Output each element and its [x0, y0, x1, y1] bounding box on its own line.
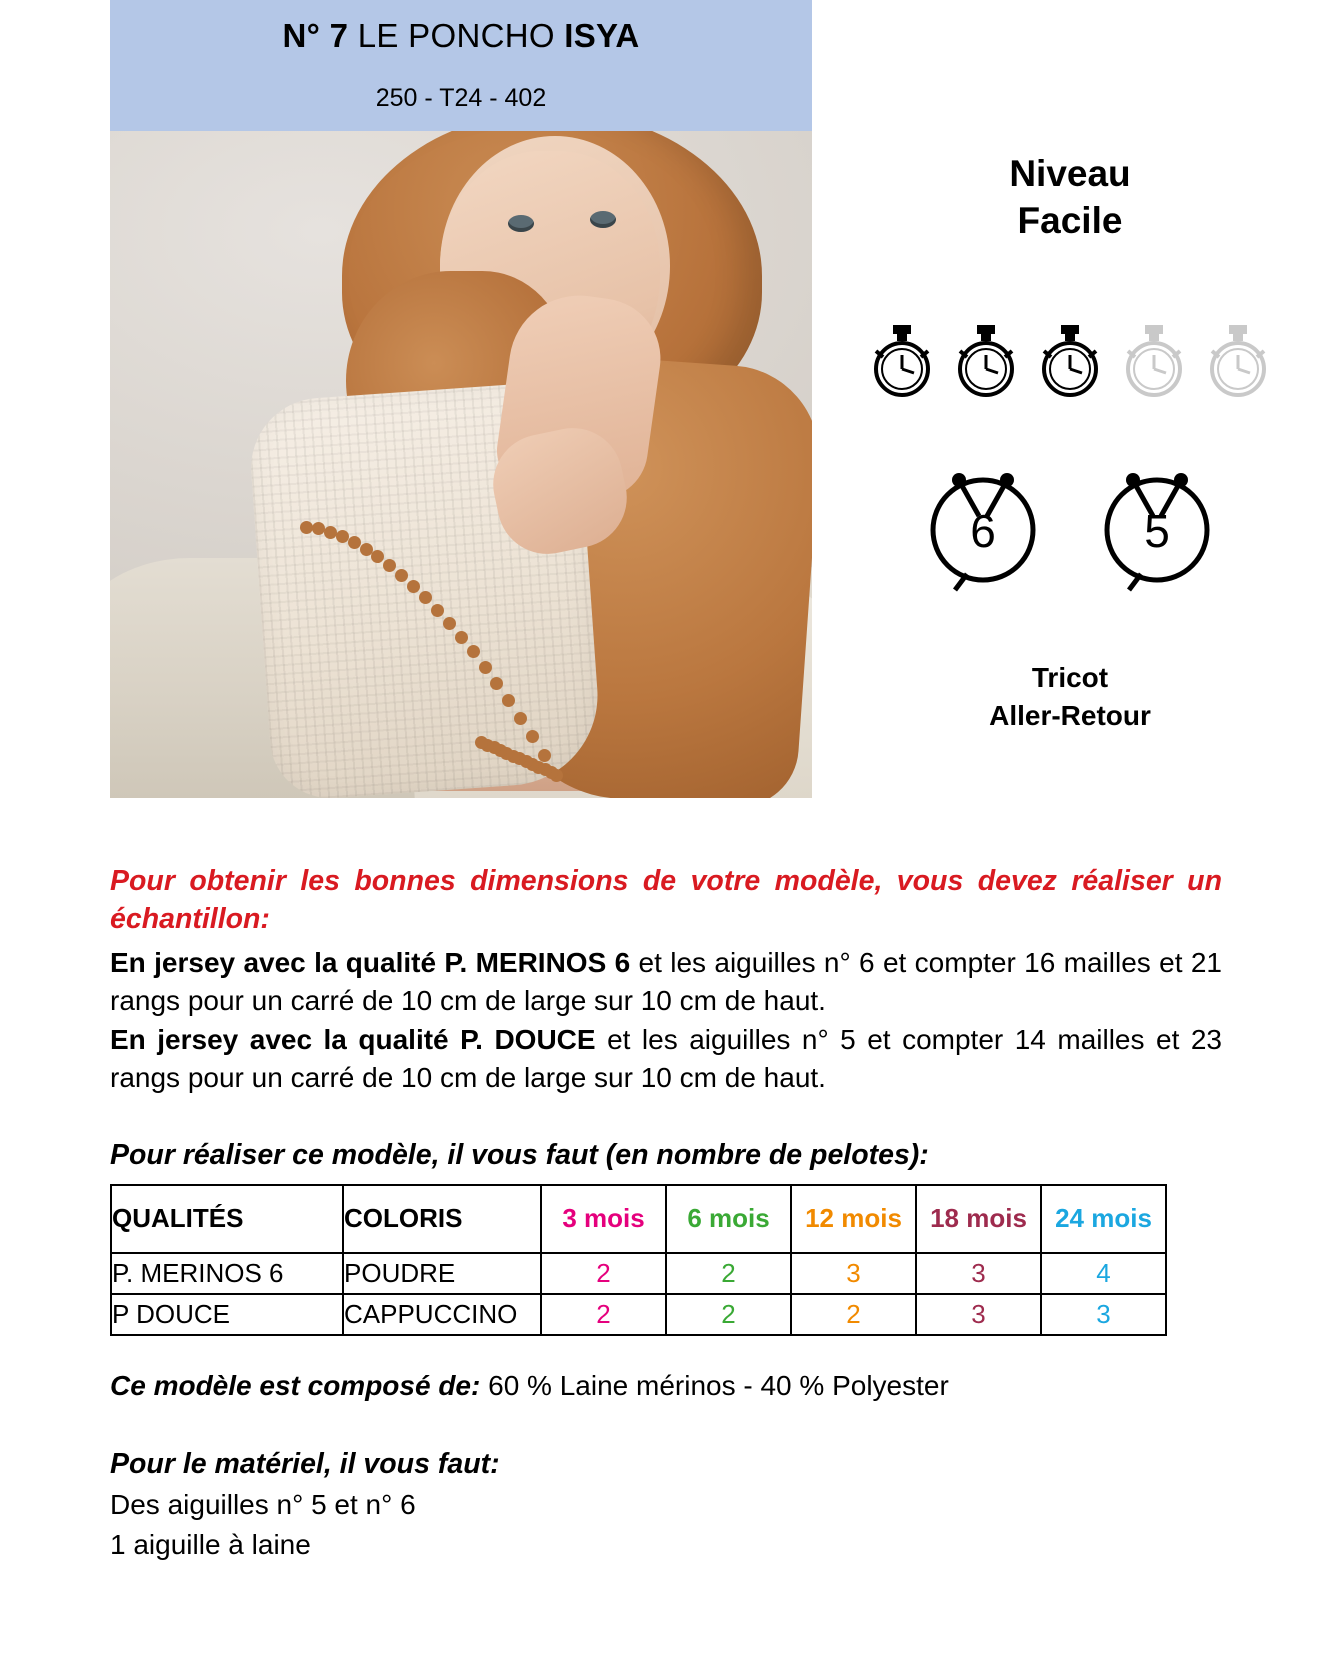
body-section	[110, 862, 1222, 1561]
stopwatch-icon	[950, 323, 1022, 410]
knitting-needle-icon	[1091, 462, 1223, 599]
page-title	[110, 17, 812, 55]
row-1-value-1: 2	[666, 1294, 791, 1335]
row-0-value-4: 4	[1041, 1253, 1166, 1294]
row-1-color: CAPPUCCINO	[343, 1294, 541, 1335]
header-size-0: 3 mois	[541, 1185, 666, 1253]
header-qualites: QUALITÉS	[111, 1185, 343, 1253]
gauge-merinos	[110, 944, 1222, 1020]
level-block	[830, 150, 1310, 245]
equipment-line-1: Des aiguilles n° 5 et n° 6	[110, 1488, 416, 1520]
difficulty-rating	[830, 323, 1310, 410]
row-1-value-2: 2	[791, 1294, 916, 1335]
row-0-value-2: 3	[791, 1253, 916, 1294]
table-header-row	[111, 1185, 1166, 1253]
header-size-3: 18 mois	[916, 1185, 1041, 1253]
gauge-merinos-bold: En jersey avec la qualité P. MERINOS 6	[110, 947, 631, 979]
row-0-value-1: 2	[666, 1253, 791, 1294]
materials-heading: Pour réaliser ce modèle, il vous faut (en nombre de pelotes):	[110, 1138, 929, 1171]
row-1-value-0: 2	[541, 1294, 666, 1335]
needle-size-label-1: 5	[1144, 504, 1170, 557]
row-0-value-0: 2	[541, 1253, 666, 1294]
materials-table	[110, 1184, 1167, 1336]
composition-line	[110, 1370, 1222, 1402]
technique-line-2: Aller-Retour	[989, 699, 1151, 731]
title-number: N° 7	[282, 17, 349, 54]
row-1-quality: P DOUCE	[111, 1294, 343, 1335]
equipment-heading: Pour le matériel, il vous faut:	[110, 1447, 500, 1480]
header-coloris: COLORIS	[343, 1185, 541, 1253]
technique-block	[830, 659, 1310, 735]
gauge-douce-rest: et les aiguilles n° 5 et compter 14 mailles et 23 rangs pour un carré de 10 cm de large sur 10 cm de haut.	[110, 1023, 1222, 1093]
gauge-douce	[110, 1021, 1222, 1097]
level-value: Facile	[1017, 200, 1123, 242]
needle-sizes	[830, 462, 1310, 599]
needle-size-label-0: 6	[970, 504, 996, 557]
reference-code: 250 - T24 - 402	[375, 84, 547, 112]
row-1-value-3: 3	[916, 1294, 1041, 1335]
row-1-value-4: 3	[1041, 1294, 1166, 1335]
row-0-quality: P. MERINOS 6	[111, 1253, 343, 1294]
header-size-2: 12 mois	[791, 1185, 916, 1253]
model-photo	[110, 131, 812, 798]
row-0-color: POUDRE	[343, 1253, 541, 1294]
title-banner	[110, 0, 812, 131]
level-label: Niveau	[1009, 153, 1131, 194]
table-row	[111, 1294, 1166, 1335]
header-size-4: 24 mois	[1041, 1185, 1166, 1253]
title-middle: LE PONCHO	[348, 17, 565, 54]
info-column	[830, 0, 1310, 734]
photo-column	[110, 0, 812, 798]
table-row	[111, 1253, 1166, 1294]
photo-baby-eye-left	[508, 215, 534, 232]
composition-value: 60 % Laine mérinos - 40 % Polyester	[480, 1369, 949, 1401]
title-model-name: ISYA	[564, 17, 640, 54]
photo-poncho-trim	[290, 511, 590, 781]
gauge-warning: Pour obtenir les bonnes dimensions de votre modèle, vous devez réaliser un échantillon:	[110, 865, 1222, 936]
gauge-douce-bold: En jersey avec la qualité P. DOUCE	[110, 1023, 596, 1055]
stopwatch-icon	[1118, 323, 1190, 410]
gauge-merinos-rest: et les aiguilles n° 6 et compter 16 mailles et 21 rangs pour un carré de 10 cm de large sur 10 cm de haut.	[110, 947, 1222, 1017]
photo-baby-eye-right	[590, 211, 616, 228]
header-size-1: 6 mois	[666, 1185, 791, 1253]
stopwatch-icon	[1034, 323, 1106, 410]
equipment-line-2: 1 aiguille à laine	[110, 1528, 311, 1560]
technique-line-1: Tricot	[1031, 661, 1109, 693]
knitting-needle-icon	[917, 462, 1049, 599]
stopwatch-icon	[866, 323, 938, 410]
composition-label: Ce modèle est composé de:	[110, 1369, 481, 1401]
row-0-value-3: 3	[916, 1253, 1041, 1294]
stopwatch-icon	[1202, 323, 1274, 410]
